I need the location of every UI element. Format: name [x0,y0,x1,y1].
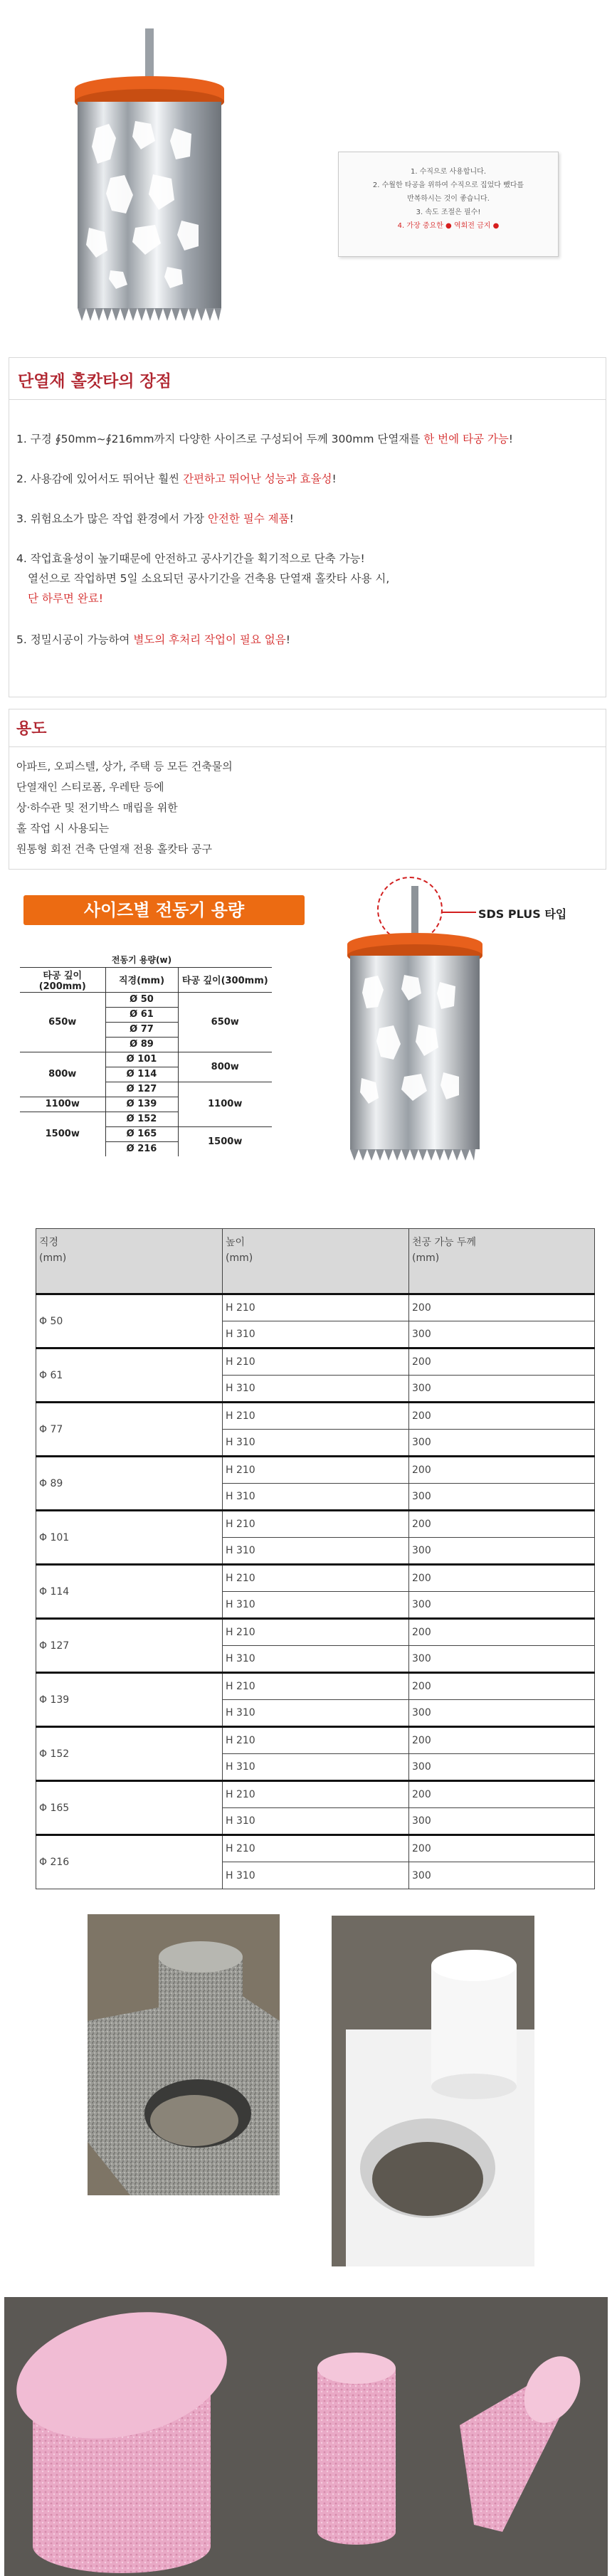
uses-line: 상·하수관 및 전기박스 매립을 위한 [16,801,178,814]
diameter-cell: Ø 89 [105,1037,178,1052]
spec-header-unit: (mm) [412,1252,440,1264]
height-cell: H 210 [223,1511,409,1538]
spec-row [36,1348,595,1376]
advantage-item [16,469,337,489]
advantage-text: ! [285,633,290,646]
diameter-cell: Φ 101 [36,1511,223,1565]
hole-cutter-image [68,21,231,327]
thickness-cell: 300 [409,1376,595,1403]
diameter-cell: Φ 61 [36,1348,223,1403]
section-title: 용도 [16,720,47,738]
thickness-cell: 200 [409,1403,595,1430]
advantage-highlight: 단 하루면 완료! [28,592,103,605]
spec-row [36,1457,595,1484]
height-cell: H 210 [223,1619,409,1646]
capacity-badge: 사이즈별 전동기 용량 [23,895,305,925]
spec-header [409,1229,595,1294]
height-cell: H 310 [223,1754,409,1781]
spec-header-label: 천공 가능 두께 [412,1237,477,1248]
pink-foam-photo [4,2297,608,2576]
thickness-cell: 200 [409,1565,595,1592]
height-cell: H 210 [223,1673,409,1700]
power-cell: 1100w [178,1082,272,1126]
thickness-cell: 200 [409,1348,595,1376]
spec-row [36,1511,595,1538]
spec-table [36,1228,595,1889]
spec-row [36,1294,595,1321]
height-cell: H 210 [223,1348,409,1376]
power-cell: 1500w [178,1126,272,1156]
thickness-cell: 200 [409,1294,595,1321]
thickness-cell: 200 [409,1619,595,1646]
thickness-cell: 200 [409,1835,595,1862]
diameter-cell: Φ 50 [36,1294,223,1348]
spec-header [36,1229,223,1294]
thickness-cell: 200 [409,1673,595,1700]
height-cell: H 310 [223,1484,409,1511]
height-cell: H 210 [223,1727,409,1754]
uses-line: 단열재인 스티로폼, 우레탄 등에 [16,781,164,793]
divider [9,746,606,747]
power-cell: 800w [178,1052,272,1082]
spec-row [36,1403,595,1430]
power-cell: 1100w [20,1097,105,1112]
diameter-cell: Ø 139 [105,1097,178,1112]
uses-line: 원통형 회전 건축 단열재 전용 홀캇타 공구 [16,843,212,855]
uses-text [16,756,233,860]
notice-line: 4. 가장 중요한 ● 역회전 금지 ● [397,222,500,230]
uses-section [9,709,606,870]
advantage-highlight: 별도의 후처리 작업이 필요 없음 [133,633,286,646]
advantage-text: 5. 정밀시공이 가능하여 [16,633,134,646]
diameter-cell: Φ 77 [36,1403,223,1457]
advantage-text: ! [508,433,514,445]
sds-label: SDS PLUS 타입 [478,907,567,921]
spec-row [36,1835,595,1862]
height-cell: H 210 [223,1835,409,1862]
height-cell: H 210 [223,1781,409,1808]
thickness-cell: 300 [409,1592,595,1619]
thickness-cell: 300 [409,1484,595,1511]
diameter-cell: Ø 127 [105,1082,178,1097]
height-cell: H 310 [223,1862,409,1889]
hero-section [0,0,612,342]
diameter-cell: Φ 127 [36,1619,223,1673]
height-cell: H 310 [223,1538,409,1565]
advantage-text: ! [289,512,294,525]
usage-notice [338,152,559,257]
advantage-highlight: 한 번에 타공 가능 [423,433,509,445]
spec-header [223,1229,409,1294]
advantage-text: 1. 구경 ∮50mm~∮216mm까지 다양한 사이즈로 구성되어 두께 300mm 단열재를 [16,433,424,445]
capacity-table [20,952,272,1156]
thickness-cell: 300 [409,1321,595,1348]
spec-header-unit: (mm) [226,1252,253,1264]
thickness-cell: 200 [409,1511,595,1538]
capacity-header: 전동기 용량(w) [111,954,172,965]
advantage-item [16,630,290,650]
diameter-cell: Φ 165 [36,1781,223,1835]
diameter-cell: Ø 165 [105,1126,178,1141]
thickness-cell: 300 [409,1754,595,1781]
thickness-cell: 200 [409,1781,595,1808]
power-cell: 800w [20,1052,105,1097]
spec-row [36,1619,595,1646]
advantage-highlight: 안전한 필수 제품 [207,512,290,525]
height-cell: H 310 [223,1321,409,1348]
height-cell: H 310 [223,1376,409,1403]
power-cell: 650w [20,992,105,1052]
spec-body [36,1294,595,1889]
diameter-cell: Φ 152 [36,1727,223,1781]
thickness-cell: 300 [409,1430,595,1457]
height-cell: H 210 [223,1565,409,1592]
diameter-cell: Ø 77 [105,1022,178,1037]
granite-foam-photo [88,1914,280,2195]
diameter-cell: Φ 89 [36,1457,223,1511]
col-header: 직경(mm) [105,967,178,992]
advantage-item [16,509,294,529]
diameter-cell: Φ 216 [36,1835,223,1889]
thickness-cell: 300 [409,1808,595,1835]
notice-line: 3. 속도 조절은 필수! [416,208,481,216]
spec-header-unit: (mm) [39,1252,67,1264]
advantage-highlight: 간편하고 뛰어난 성능과 효율성 [183,473,332,485]
height-cell: H 310 [223,1646,409,1673]
advantage-text: 열선으로 작업하면 5일 소요되던 공사기간을 건축용 단열재 홀캇타 사용 시, [28,572,390,585]
advantages-section [9,357,606,697]
diameter-cell: Φ 114 [36,1565,223,1619]
notice-line: 1. 수직으로 사용합니다. [410,168,487,176]
spec-row [36,1727,595,1754]
height-cell: H 310 [223,1592,409,1619]
diameter-cell: Ø 61 [105,1007,178,1022]
thickness-cell: 300 [409,1646,595,1673]
notice-line: 2. 수월한 타공을 위하여 수직으로 집었다 뺐다를 [372,181,524,189]
spec-header-label: 직경 [39,1237,59,1248]
advantage-item [16,429,513,449]
height-cell: H 210 [223,1403,409,1430]
diameter-cell: Ø 114 [105,1067,178,1082]
divider [9,399,606,400]
spec-row [36,1673,595,1700]
advantage-text: 3. 위험요소가 많은 작업 환경에서 가장 [16,512,208,525]
advantage-text: 2. 사용감에 있어서도 뛰어난 훨씬 [16,473,184,485]
power-cell: 1500w [20,1112,105,1156]
section-title: 단열재 홀캇타의 장점 [18,372,172,391]
spec-row [36,1781,595,1808]
col-header: 타공 깊이(300mm) [178,967,272,992]
uses-line: 아파트, 오피스텔, 상가, 주택 등 모든 건축물의 [16,760,233,773]
height-cell: H 310 [223,1700,409,1727]
uses-line: 홀 작업 시 사용되는 [16,822,110,835]
diameter-cell: Φ 139 [36,1673,223,1727]
spec-header-label: 높이 [226,1237,246,1248]
diameter-cell: Ø 50 [105,992,178,1007]
thickness-cell: 200 [409,1727,595,1754]
hole-cutter-image [340,886,490,1171]
diameter-cell: Ø 152 [105,1112,178,1126]
height-cell: H 210 [223,1457,409,1484]
thickness-cell: 300 [409,1538,595,1565]
diameter-cell: Ø 216 [105,1141,178,1156]
thickness-cell: 300 [409,1862,595,1889]
height-cell: H 310 [223,1808,409,1835]
advantage-text: ! [332,473,337,485]
spec-row [36,1565,595,1592]
thickness-cell: 300 [409,1700,595,1727]
height-cell: H 310 [223,1430,409,1457]
advantage-item [16,549,389,608]
diameter-cell: Ø 101 [105,1052,178,1067]
white-foam-photo [332,1916,534,2266]
power-cell: 650w [178,992,272,1052]
col-header: 타공 깊이(200mm) [20,967,105,992]
thickness-cell: 200 [409,1457,595,1484]
advantage-text: 4. 작업효율성이 높기때문에 안전하고 공사기간을 획기적으로 단축 가능! [16,552,365,565]
height-cell: H 210 [223,1294,409,1321]
notice-line: 반복하시는 것이 좋습니다. [407,195,490,203]
